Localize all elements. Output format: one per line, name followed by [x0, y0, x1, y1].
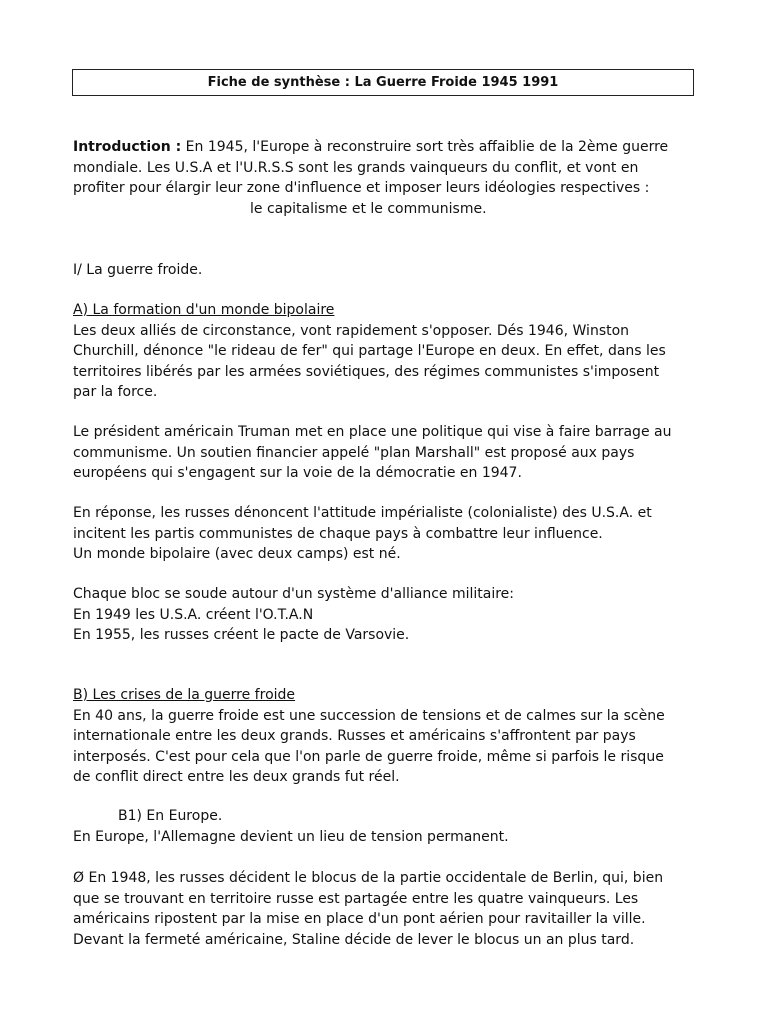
part-b1-block [73, 806, 703, 847]
part-a-p2-line: européens qui s'engagent sur la voie de la démocratie en 1947. [73, 465, 522, 481]
part-b1-heading: B1) En Europe. [118, 808, 223, 824]
part-b-p3-line: américains ripostent par la mise en place d'un pont aérien pour ravitailler la ville. [73, 911, 646, 927]
intro-line-1 [73, 137, 703, 158]
part-a-p2-line: Le président américain Truman met en place une politique qui vise à faire barrage au [73, 424, 672, 440]
part-b-p3-line: Ø En 1948, les russes décident le blocus de la partie occidentale de Berlin, qui, bien [73, 870, 664, 886]
part-b-block [73, 685, 703, 788]
part-b-p2-line: En Europe, l'Allemagne devient un lieu de tension permanent. [73, 828, 509, 845]
section-1-heading [73, 260, 703, 281]
part-a-p4-line: Chaque bloc se soude autour d'un système d'alliance militaire: [73, 586, 515, 602]
part-b-p3-line: Devant la fermeté américaine, Staline décide de lever le blocus un an plus tard. [73, 931, 635, 948]
part-a-p3-line: En réponse, les russes dénoncent l'attitude impérialiste (colonialiste) des U.S.A. et [73, 505, 652, 521]
part-a-paragraph-4 [73, 584, 703, 646]
part-a-p1-line: par la force. [73, 384, 158, 400]
intro-line-4: le capitalisme et le communisme. [250, 200, 487, 217]
part-a-block [73, 300, 703, 403]
part-a-p3-line: incitent les partis communistes de chaque pays à combattre leur influence. [73, 525, 603, 542]
intro-line-3: profiter pour élargir leur zone d'influence et imposer leurs idéologies respectives : [73, 180, 650, 196]
introduction-paragraph [73, 137, 703, 219]
part-a-p1-line: territoires libérés par les armées soviétiques, des régimes communistes s'imposent [73, 363, 660, 380]
part-b-heading: B) Les crises de la guerre froide [73, 687, 296, 703]
part-a-p4-line: En 1955, les russes créent le pacte de Varsovie. [73, 627, 410, 643]
part-b-p1-line: de conflit direct entre les deux grands fut réel. [73, 769, 400, 785]
part-a-p1-line: Churchill, dénonce "le rideau de fer" qui partage l'Europe en deux. En effet, dans les [73, 343, 666, 359]
introduction-label: Introduction : [73, 139, 182, 155]
intro-line-1-text: En 1945, l'Europe à reconstruire sort très affaiblie de la 2ème guerre [181, 139, 669, 155]
part-b-p1-line: En 40 ans, la guerre froide est une succession de tensions et de calmes sur la scène [73, 707, 665, 724]
part-b-p1-line: internationale entre les deux grands. Russes et américains s'affrontent par pays [73, 728, 636, 744]
part-b-paragraph-3 [73, 868, 703, 950]
part-a-paragraph-3 [73, 503, 703, 565]
part-a-p3-line: Un monde bipolaire (avec deux camps) est né. [73, 546, 401, 562]
section-1-title: I/ La guerre froide. [73, 262, 203, 278]
part-a-p4-line: En 1949 les U.S.A. créent l'O.T.A.N [73, 606, 314, 623]
document-title: Fiche de synthèse : La Guerre Froide 1945 1991 [207, 75, 559, 90]
document-title-box [72, 69, 694, 96]
part-b-p1-line: interposés. C'est pour cela que l'on parle de guerre froide, même si parfois le risque [73, 748, 664, 765]
part-a-paragraph-2 [73, 422, 703, 484]
intro-line-2: mondiale. Les U.S.A et l'U.R.S.S sont les grands vainqueurs du conflit, et vont en [73, 159, 639, 176]
part-a-p1-line: Les deux alliés de circonstance, vont rapidement s'opposer. Dés 1946, Winston [73, 322, 630, 339]
part-b-p3-line: que se trouvant en territoire russe est partagée entre les quatre vainqueurs. Les [73, 890, 639, 907]
part-a-p2-line: communisme. Un soutien financier appelé "plan Marshall" est proposé aux pays [73, 444, 635, 461]
part-a-heading: A) La formation d'un monde bipolaire [73, 302, 335, 318]
